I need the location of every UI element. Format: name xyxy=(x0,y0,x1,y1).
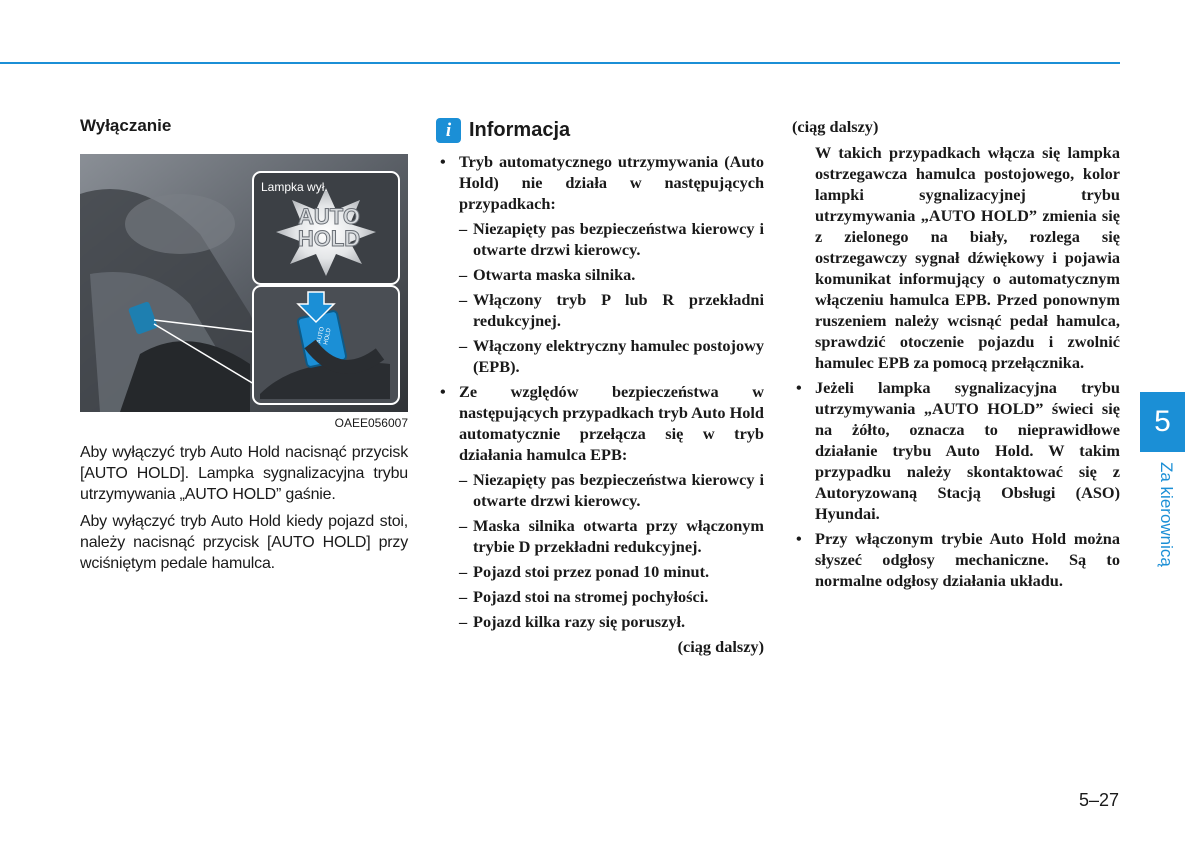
header-rule xyxy=(0,62,1120,64)
indicator-text-1: AUTO xyxy=(298,204,360,229)
sub-item: – Włączony elektryczny hamulec postojowy (EPB). xyxy=(459,336,764,376)
bullet-text: Tryb automatycznego utrzymywania (Auto Hold) nie działa w następujących przypadkach: xyxy=(459,152,764,213)
continued-note: (ciąg dalszy) xyxy=(792,117,879,136)
console-illustration xyxy=(80,154,408,412)
sub-item: – Niezapięty pas bezpieczeństwa kierowcy i otwarte drzwi kierowcy. xyxy=(459,470,764,510)
list-item xyxy=(792,377,1120,524)
bullet-icon: • xyxy=(796,529,802,548)
paragraph: W takich przypadkach włącza się lampka ostrzegawcza hamulca postojowego, kolor lampki sygnalizacyjnej trybu utrzymywania „AUTO HOLD” zmienia się z zielonego na biały, rozlega się ostrzegawczy sygnał dźwiękowy i pojawia komunikat informujący o automatycznym włączeniu hamulca EPB. Przed ponownym ruszeniem należy wcisnąć pedał hamulca, sprawdzić otoczenie pojazdu i zwolnić hamulec EPB za pomocą przełącznika. xyxy=(815,143,1120,372)
list-item xyxy=(792,528,1120,591)
bullet-text: Ze względów bezpieczeństwa w następujących przypadkach tryb Auto Hold automatycznie przełącza się w tryb działania hamulca EPB: xyxy=(459,382,764,464)
list-item xyxy=(436,151,764,214)
button-text-1: AUTO xyxy=(316,326,326,344)
page-number: 5–27 xyxy=(1079,790,1120,810)
continued-note: (ciąg dalszy) xyxy=(677,637,764,656)
bullet-icon: • xyxy=(440,382,446,401)
indicator-text-2: HOLD xyxy=(297,226,361,251)
bullet-icon: • xyxy=(796,378,802,397)
list-item xyxy=(436,381,764,465)
chapter-label: Za kierownicą xyxy=(1157,462,1176,567)
sub-item: – Niezapięty pas bezpieczeństwa kierowcy i otwarte drzwi kierowcy. xyxy=(459,219,764,259)
auto-hold-indicator xyxy=(286,206,372,250)
bullet-icon: • xyxy=(440,152,446,171)
bullet-text: Przy włączonym trybie Auto Hold można słyszeć odgłosy mechaniczne. Są to normalne odgłosy działania układu. xyxy=(815,529,1120,590)
column-left xyxy=(80,116,408,574)
bullet-text: Jeżeli lampka sygnalizacyjna trybu utrzymywania „AUTO HOLD” świeci się na żółto, oznacza to nieprawidłowe działanie trybu Auto Hold. W takim przypadku należy skontaktować się z Autoryzowaną Stacją Obsługi (ASO) Hyundai. xyxy=(815,378,1120,523)
sub-item: – Otwarta maska silnika. xyxy=(459,265,636,284)
figure-code: OAEE056007 xyxy=(334,416,408,430)
column-middle xyxy=(436,118,764,657)
chapter-tab: 5 xyxy=(1140,392,1185,452)
sub-item: – Włączony tryb P lub R przekładni redukcyjnej. xyxy=(459,290,764,330)
column-right xyxy=(792,116,1120,595)
paragraph: Aby wyłączyć tryb Auto Hold kiedy pojazd stoi, należy nacisnąć przycisk [AUTO HOLD] przy wciśniętym pedale hamulca. xyxy=(80,513,408,572)
info-title: Informacja xyxy=(469,119,571,141)
callout-label: Lampka wył. xyxy=(261,180,328,194)
section-heading: Wyłączanie xyxy=(80,116,172,135)
sub-item: – Pojazd stoi przez ponad 10 minut. xyxy=(459,562,710,581)
button-text-2: HOLD xyxy=(323,327,333,346)
sub-item: – Pojazd stoi na stromej pochyłości. xyxy=(459,587,709,606)
console-drawing xyxy=(80,154,408,412)
paragraph: Aby wyłączyć tryb Auto Hold nacisnąć przycisk [AUTO HOLD]. Lampka sygnalizacyjna trybu utrzymywania „AUTO HOLD” gaśnie. xyxy=(80,444,408,503)
info-icon: i xyxy=(436,118,461,143)
info-header xyxy=(436,118,764,143)
sub-item: – Maska silnika otwarta przy włączonym trybie D przekładni redukcyjnej. xyxy=(459,516,764,556)
sub-item: – Pojazd kilka razy się poruszył. xyxy=(459,612,686,631)
